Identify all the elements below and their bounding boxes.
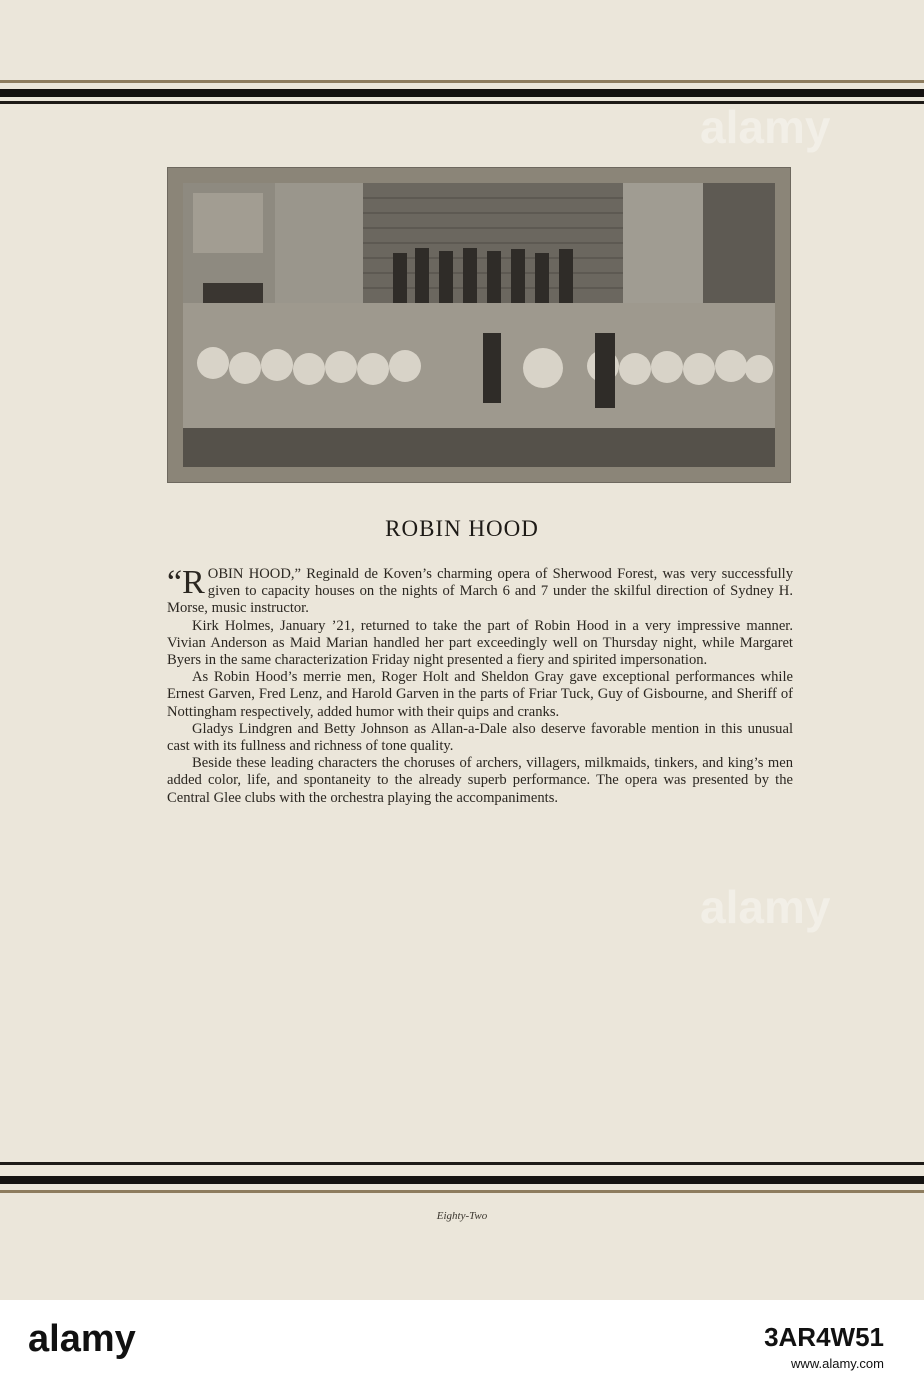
watermark: alamy (700, 101, 831, 153)
watermark: alamy (700, 881, 831, 933)
paragraph-4: Gladys Lindgren and Betty Johnson as Allan-a-Dale also deserve favorable mention in this unusual cast with its fullness and richness of tone quality. (167, 720, 793, 755)
paragraph-5: Beside these leading characters the choruses of archers, villagers, milkmaids, tinkers, and king’s men added color, life, and spontaneity to the already superb performance. The opera was presented by the Central Glee clubs with the orchestra playing the accompaniments. (167, 755, 793, 806)
stock-url: www.alamy.com (791, 1356, 884, 1371)
cast-photo-frame (167, 167, 791, 483)
article-body (167, 566, 793, 807)
article-title: ROBIN HOOD (385, 516, 539, 541)
page-number: Eighty-Two (436, 1210, 488, 1222)
stock-logo: alamy (28, 1318, 136, 1360)
bottom-border-rules (0, 1162, 924, 1198)
paragraph-3: As Robin Hood’s merrie men, Roger Holt and Sheldon Gray gave exceptional performances while Ernest Garven, Fred Lenz, and Harold Garven in the parts of Friar Tuck, Guy of Gisbourne, and Sheriff of Nottingham respectively, added humor with their quips and cranks. (167, 669, 793, 720)
paragraph-2: Kirk Holmes, January ’21, returned to take the part of Robin Hood in a very impressive manner. Vivian Anderson as Maid Marian handled her part exceedingly well on Thursday night, while Margaret Byers in the same characterization Friday night presented a fiery and spirited impersonation. (167, 617, 793, 669)
cast-photo (183, 183, 775, 467)
drop-cap: “R (167, 564, 205, 601)
stock-image-info (764, 1322, 884, 1371)
stock-image-id: 3AR4W51 (764, 1322, 884, 1352)
paragraph-1: “ROBIN HOOD,” Reginald de Koven’s charming opera of Sherwood Forest, was very successfully given to capacity houses on the nights of March 6 and 7 under the skilful direction of Sydney H. Morse, music instructor. (167, 564, 793, 617)
